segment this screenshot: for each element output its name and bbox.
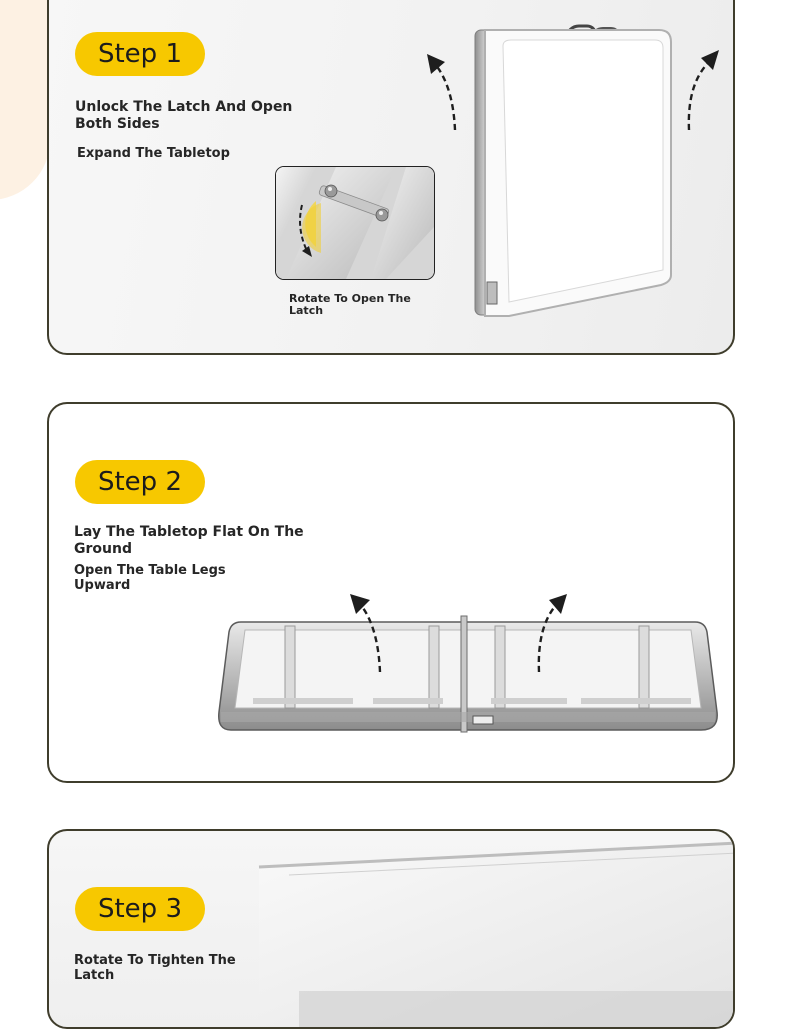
step-3-badge: Step 3: [75, 887, 205, 931]
folded-table-image: [469, 20, 679, 320]
open-table-image: [215, 612, 721, 734]
latch-closeup-image: [275, 166, 435, 280]
step-1-badge: Step 1: [75, 32, 205, 76]
curved-arrow-icon: [533, 590, 573, 674]
step-2-badge: Step 2: [75, 460, 205, 504]
curved-arrow-icon: [346, 590, 386, 674]
step-2-card: [47, 402, 735, 783]
curved-arrow-icon: [423, 52, 463, 132]
step-2-instruction: [74, 524, 304, 558]
step-1-instruction-line-2: Both Sides: [75, 116, 160, 132]
step-1-instruction: [75, 99, 292, 133]
step-2-instruction-line-1: Lay The Tabletop Flat On The: [74, 524, 304, 540]
step-2-instruction-line-2: Ground: [74, 541, 132, 557]
step-1-instruction-line-1: Unlock The Latch And Open: [75, 99, 293, 115]
tabletop-image: [199, 831, 735, 1029]
latch-caption-line-1: Rotate To Open The: [289, 292, 411, 305]
step-3-instruction-line-1: Rotate To Tighten The: [74, 953, 236, 968]
decorative-peach-shape: [0, 0, 50, 200]
latch-caption-line-2: Latch: [289, 304, 324, 317]
latch-caption: [289, 293, 411, 317]
step-3-card: [47, 829, 735, 1029]
step-3-instruction-line-2: Latch: [74, 968, 115, 983]
step-1-card: [47, 0, 735, 355]
step-2-sub-line-1: Open The Table Legs: [74, 563, 226, 578]
step-1-sub-instruction: Expand The Tabletop: [77, 146, 230, 161]
curved-arrow-icon: [683, 48, 723, 132]
step-3-instruction: [74, 953, 236, 983]
latch-knob-icon: [325, 185, 337, 197]
step-2-sub-line-2: Upward: [74, 578, 131, 593]
step-2-sub-instruction: [74, 563, 226, 593]
